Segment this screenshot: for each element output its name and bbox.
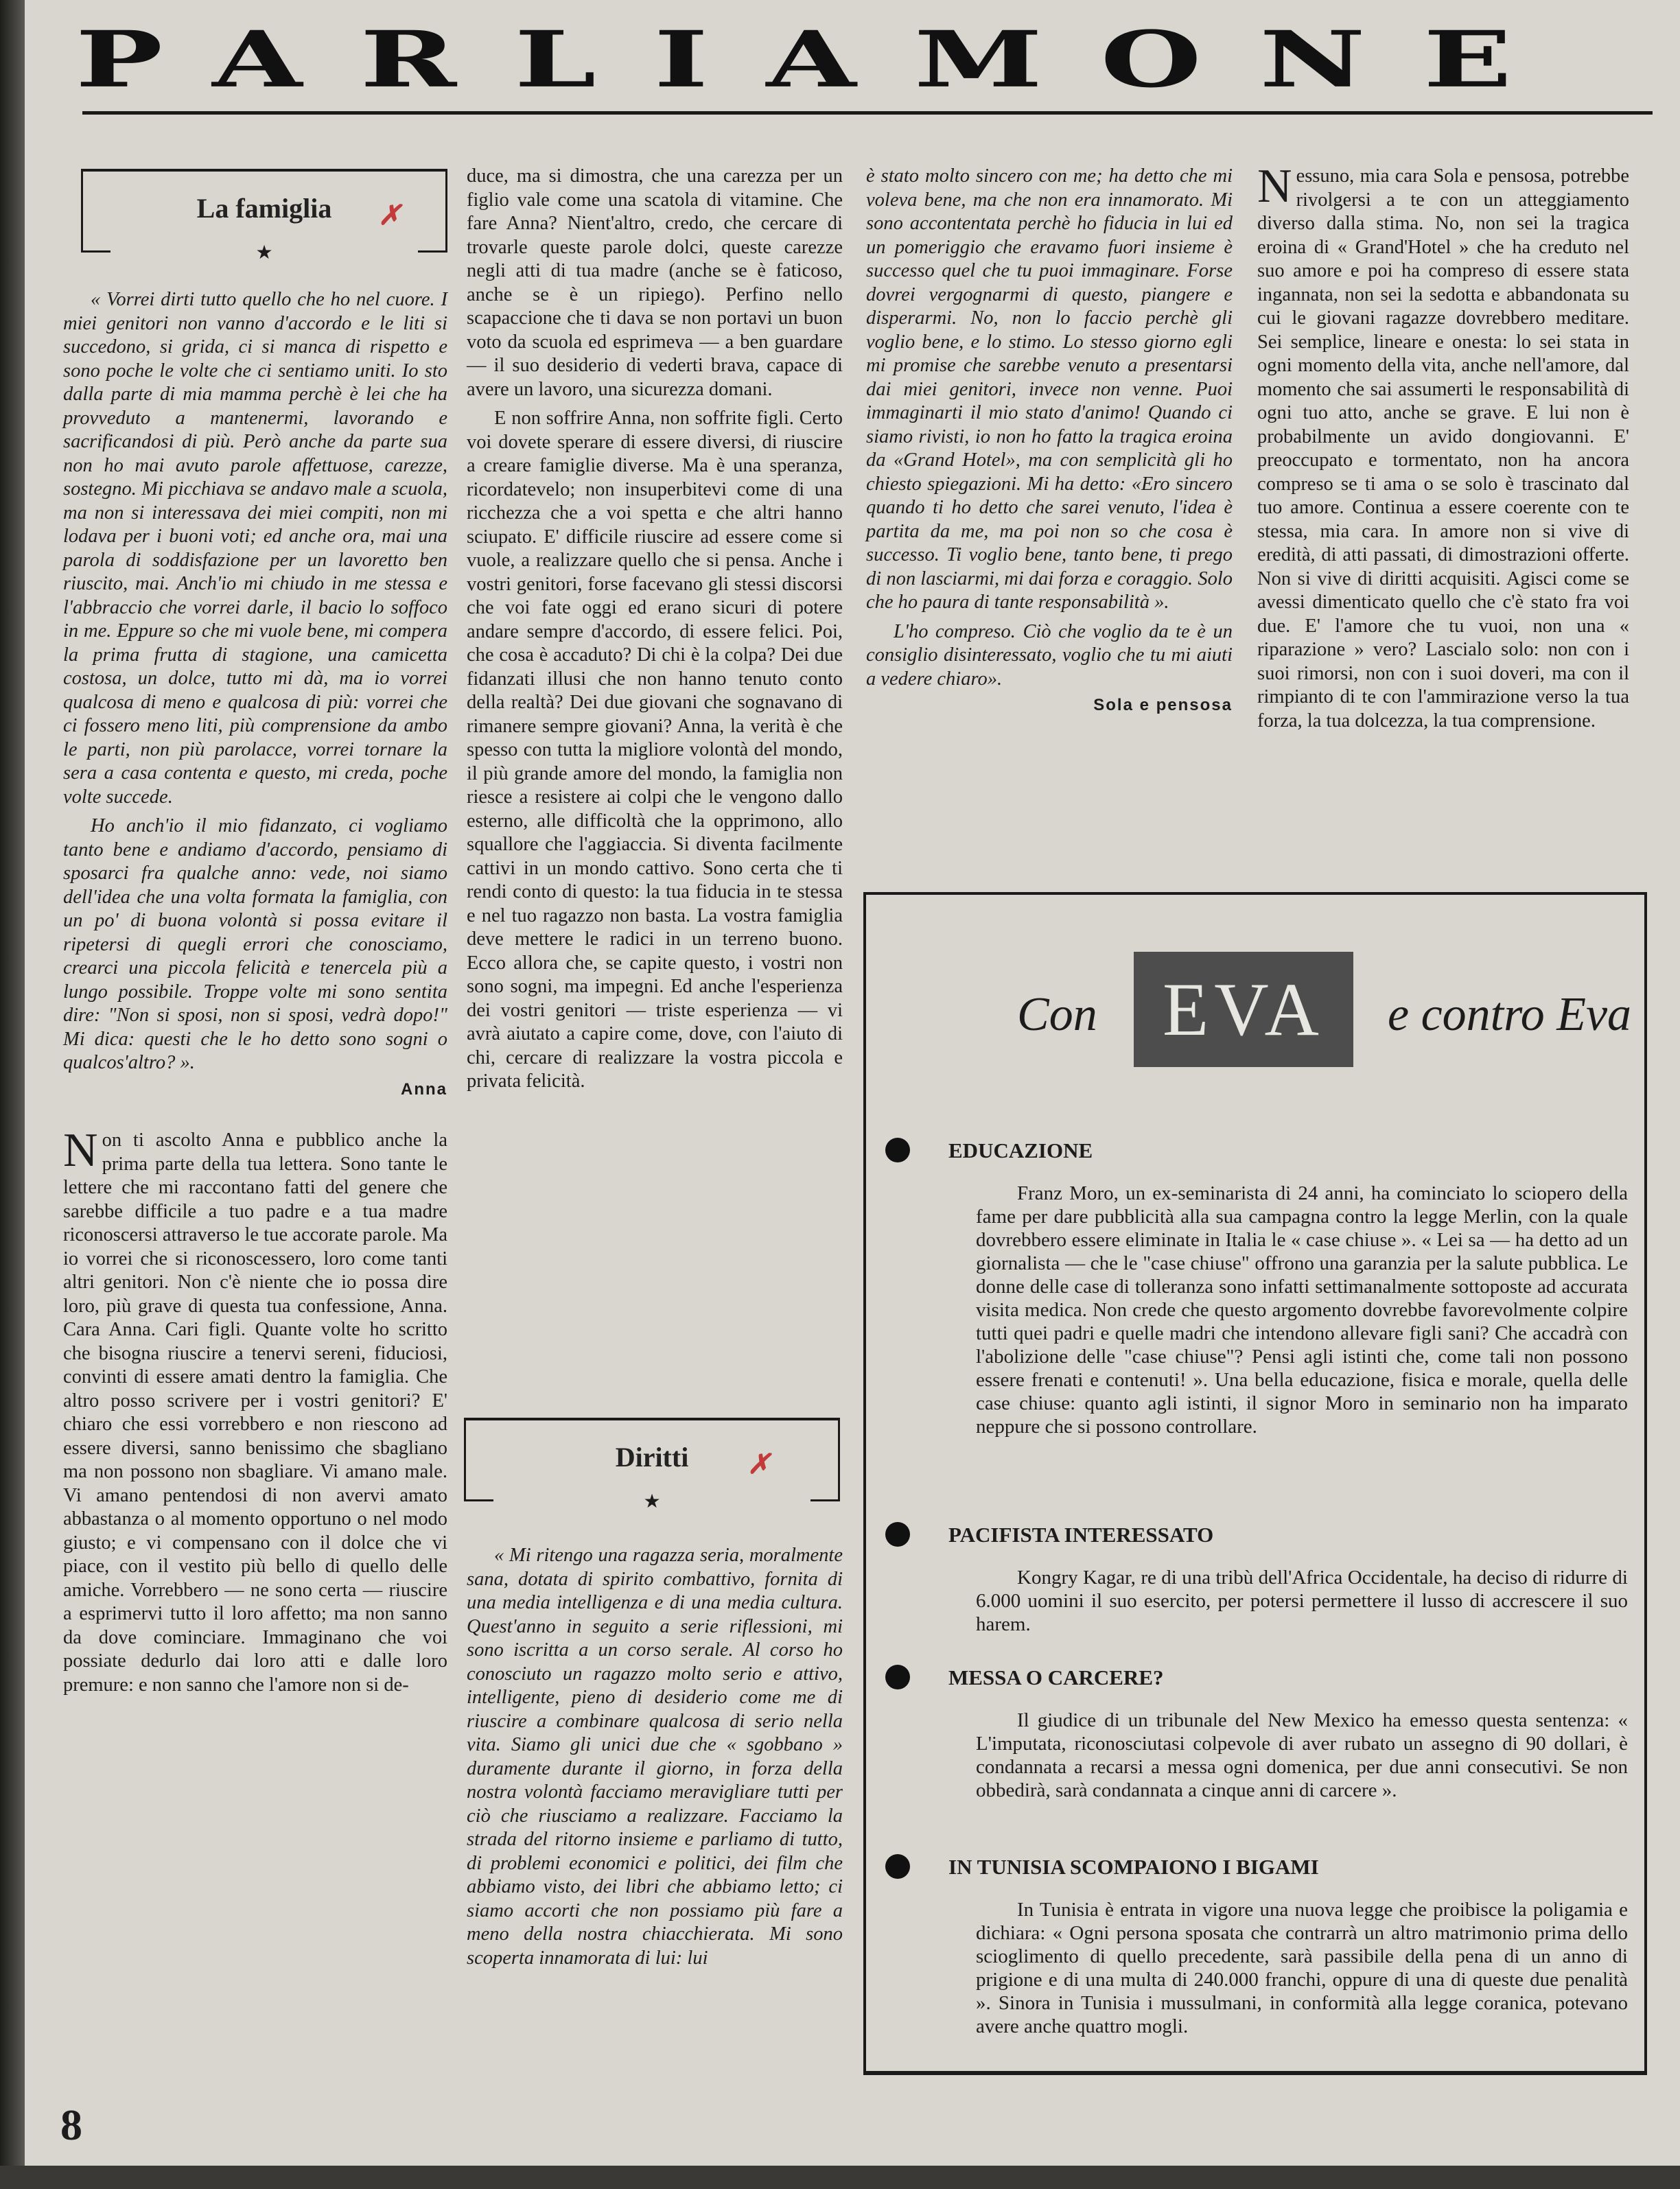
reply-text: on ti ascolto Anna e pubblico anche la prima parte della tua lettera. Sono tante le lettere che mi raccontano fatti del genere che sarebbe difficile a tuo padre e a tua madre riconoscersi attraverso le tue accorate parole. Ma io vorrei che si riconoscessero, loro come tanti altri genitori. Non c'è niente che io possa dire loro, più grave di questa tua confessione, Anna. Cara Anna. Cari figli. Quante volte ho scritto che bisogna riuscire a tenervi sereni, fiduciosi, convinti di essere amati dentro la famiglia. Che altro posso scrivere per i vostri genitori? E' chiaro che essi vorrebbero e non riescono ad essere diversi, sanno benissimo che sbagliano ma non possono non sbagliare. Vi amano male. Vi amano pentendosi di non avervi amato abbastanza o al momento opportuno o nel modo giusto; e vi compensano con il dolce che vi piace, con il vestito più bello di quello delle amiche. Vorrebbero — ne sono certa — riuscire a esprimervi tutto il loro affetto; ma non sanno da dove cominciare. Immaginano che voi possiate dedurlo dai loro atti e dalle loro premure: e non sanno che l'amore non si de- xyxy=(63,1129,447,1696)
section-title: La famiglia xyxy=(196,193,332,224)
news-heading-text: IN TUNISIA SCOMPAIONO I BIGAMI xyxy=(948,1855,1319,1879)
letter-paragraph: è stato molto sincero con me; ha detto che mi voleva bene, ma che non era innamorato. Mi sono accontentata perchè ho fiducia in lui ed un pomeriggio che eravamo fuori insieme è successo quel che tu puoi immaginare. Forse dovrei vergognarmi di questo, piangere e disperarmi. No, non lo faccio perchè gli voglio bene, e lo stimo. Lo stesso giorno egli mi promise che sarebbe venuto a presentarsi dai miei genitori, invece non venne. Puoi immaginarti il mio stato d'animo! Quando ci siamo rivisti, io non ho fatto la tragica eroina da «Grand Hotel», ma con semplicità gli ho chiesto spiegazioni. Mi ha detto: «Ero sincero quando ti ho detto che sarei venuto, l'idea è partita da me, ma poi non so che cosa è successo. Ti voglio bene, tanto bene, ti prego di non lasciarmi, mi dai forza e coraggio. Solo che ho paura di tante responsabilità ». xyxy=(866,165,1233,613)
drop-cap: N xyxy=(1257,160,1292,213)
news-body xyxy=(976,1898,1628,2038)
news-paragraph: Franz Moro, un ex-seminarista di 24 anni, ha cominciato lo sciopero della fame per dare pubblicità alla sua campagna contro la legge Merlin, con la quale dovrebbero essere eliminate in Italia le « case chiuse ». « Lei sa — ha detto ad un giornalista — che le "case chiuse" offrono una garanzia per la salute pubblica. Le donne delle case di tolleranza sono infatti settimanalmente sottoposte ad accurata visita medica. Non crede che questo argomento dovrebbe favorevolmente colpire tutti quei padri e quelle madri che intendono allevare figli sani? Che accadrà con l'abolizione delle "case chiuse"? Pensi agli istinti che, come tali non possono essere frenati e contenuti! ». Una bella educazione, fisica e morale, quella delle case chiuse: quanto agli istinti, il signor Moro in seminario non ha imparato neppure che si possono controllare. xyxy=(976,1182,1628,1438)
news-body xyxy=(976,1566,1628,1636)
eva-section-box xyxy=(863,892,1647,2075)
section-box-diritti xyxy=(464,1418,840,1512)
page-bottom-edge xyxy=(0,2166,1680,2189)
column-1 xyxy=(63,288,447,1702)
news-heading xyxy=(948,1856,1628,1879)
reply-paragraph xyxy=(1257,160,1629,733)
column-2-letter xyxy=(467,1544,843,1976)
bullet-icon xyxy=(885,1138,910,1162)
pencil-mark-icon: ✗ xyxy=(378,200,401,231)
news-item xyxy=(887,1666,1628,1802)
news-heading-text: EDUCAZIONE xyxy=(948,1138,1093,1162)
reply-paragraph: duce, ma si dimostra, che una carezza per un figlio vale come una scatola di vitamine. Che fare Anna? Nient'altro, credo, che cercare di trovarle queste parole dolci, queste carezze negli atti di tua madre (anche se è faticoso, anche se è un ripiego). Perfino nello scapaccione che ti dava se non portavi un buon voto da scuola ed esprimeva — a ben guardare — il suo desiderio di vederti brava, capace di avere un lavoro, una sicurezza domani. xyxy=(467,165,843,400)
letter-signature: Anna xyxy=(401,1079,447,1099)
news-paragraph: Kongry Kagar, re di una tribù dell'Africa Occidentale, ha deciso di ridurre di 6.000 uomini il suo esercito, per potersi permettere il lusso di accrescere il suo harem. xyxy=(976,1567,1628,1635)
news-paragraph: Il giudice di un tribunale del New Mexico ha emesso questa sentenza: « L'imputata, riconosciutasi colpevole di aver rubato un assegno di 90 dollari, è condannata a recarsi a messa ogni domenica, per due anni consecutivi. Se non obbedirà, sarà condannata a cinque anni di carcere ». xyxy=(976,1709,1628,1801)
news-heading xyxy=(948,1666,1628,1689)
news-item xyxy=(887,1856,1628,2038)
eva-title-right: e contro Eva xyxy=(1388,988,1632,1041)
news-body xyxy=(976,1709,1628,1802)
news-paragraph: In Tunisia è entrata in vigore una nuova legge che proibisce la poligamia e dichiara: « Ogni persona sposata che contrarrà un altro matrimonio prima dello scioglimento di quello precedente, sarà passibile della pena di un anno di prigione e di una multa di 240.000 franchi, oppure di una di queste due penalità ». Sinora in Tunisia i mussulmani, in conformità alla legge coranica, potevano avere anche quattro mogli. xyxy=(976,1899,1628,2037)
column-4 xyxy=(1257,160,1629,738)
reply-text: essuno, mia cara Sola e pensosa, potrebbe rivolgersi a te con un atteggiamento diverso dalla stima. No, non sei la tragica eroina di « Grand'Hotel » che ha creduto nel suo amore e poi ha compreso di essere stata ingannata, non sei la sedotta e abbandonata su cui le giovani ragazze dovrebbero meditare. Sei semplice, lineare e onesta: lo sei stata in ogni momento della vita, anche nell'amore, dal momento che sai assumerti le responsabilità di ogni tuo atto, anche se grave. E lui non è probabilmente un avido dongiovanni. E' preoccupato e tormentato, non ha ancora compreso se ti ama o se solo è trascinato dal tuo amore. Continua a essere coerente con te stessa, mia cara. In amore non si vive di eredità, di atti passati, di dimostrazioni offerte. Non si vive di diritti acquisiti. Agisci come se avessi dimenticato quello che c'è stato fra voi due. E' l'amore che tu vuoi, non una « riparazione » vero? Lascialo solo: non con i suoi rimorsi, non con i suoi doveri, ma con il rimpianto di te con l'ammirazione verso la tua forza, la tua dolcezza, la tua comprensione. xyxy=(1257,165,1629,731)
news-heading xyxy=(948,1139,1628,1162)
bullet-icon xyxy=(885,1854,910,1879)
reply-paragraph: E non soffrire Anna, non soffrite figli. Certo voi dovete sperare di essere diversi, di riuscire a creare famiglie diverse. Ma è una speranza, ricordatevelo; non insuperbitevi come di una ricchezza che a voi spetta e che altri hanno sciupato. E' difficile riuscire ad essere come si vuole, a realizzare quello che si pensa. Anche i vostri genitori, forse facevano gli stessi discorsi che voi fate oggi ed erano sicuri di potere andare sempre d'accordo, di essere felici. Poi, che cosa è accaduto? Di chi è la colpa? Dei due fidanzati illusi che non hanno tenuto conto della realtà? Dei due giovani che sognavano di rimanere sempre giovani? Anna, la verità è che spesso con tutta la migliore volontà del mondo, il più grande amore del mondo, la famiglia non riesce a resistere ai colpi che le vengono dallo esterno, alle difficoltà che la opprimono, allo squallore che l'aggiaccia. Si diventa facilmente cattivi in un mondo cattivo. Sono certa che ti rendi conto di questo: la tua fiducia in te stessa e nel tuo ragazzo non basta. La vostra famiglia deve mettere le radici in un terreno buono. Ecco allora che, se capite questo, i vostri non sono sogni, ma impegni. Ed anche l'esperienza dei vostri genitori — triste esperienza — vi avrà aiutato a capire come, dove, con l'aiuto di chi, cercare di realizzare la vostra piccola e privata felicità. xyxy=(467,408,843,1092)
letter-signature: Sola e pensosa xyxy=(1093,696,1233,714)
star-icon: ★ xyxy=(643,1491,661,1512)
masthead-rule xyxy=(82,111,1653,115)
column-3 xyxy=(866,165,1233,718)
section-box-la-famiglia xyxy=(81,169,447,264)
pencil-mark-icon: ✗ xyxy=(747,1449,771,1479)
news-heading xyxy=(948,1523,1628,1547)
reply-paragraph xyxy=(63,1124,447,1697)
news-heading-text: MESSA O CARCERE? xyxy=(948,1665,1164,1689)
news-item xyxy=(887,1523,1628,1636)
bullet-icon xyxy=(885,1665,910,1689)
news-heading-text: PACIFISTA INTERESSATO xyxy=(948,1523,1214,1547)
masthead-title: PARLIAMONE xyxy=(75,14,1570,106)
letter-paragraph: Ho anch'io il mio fidanzato, ci vogliamo tanto bene e andiamo d'accordo, pensiamo di sposarci fra qualche anno: vede, noi siamo dell'idea che una volta formata la famiglia, con un po' di buona volontà si possa evitare il ripetersi di quegli errori che conosciamo, crearci una piccola felicità e tenercela più a lungo possibile. Troppe volte mi sono sentita dire: "Non si sposi, non si sposi, vedrà dopo!" Mi dica: questi che le ho detto sono sogni o qualcos'altro? ». xyxy=(63,815,447,1073)
news-body xyxy=(976,1182,1628,1438)
eva-title-box: EVA xyxy=(1134,952,1353,1067)
section-title: Diritti xyxy=(615,1442,689,1473)
letter-paragraph: « Vorrei dirti tutto quello che ho nel cuore. I miei genitori non vanno d'accordo e le liti si succedono, si grida, ci si manca di rispetto e sono poche le volte che ci sentiamo uniti. Io sto dalla parte di mia mamma perchè è lei che ha provveduto a mantenermi, lavorando e sacrificandosi di più. Però anche da parte sua non ho mai avuto parole affettuose, carezze, sostegno. Mi picchiava se andavo male a scuola, ma non si interessava dei miei compiti, non mi lodava per i buoni voti; ed anche ora, mai una parola di soddisfazione per un lavoretto ben riuscito, mai. Anch'io mi chiudo in me stessa e l'abbraccio che vorrei darle, il bacio lo soffoco in me. Eppure so che mi vuole bene, mi compera la prima frutta di stagione, una camicetta costosa, un dolce, tutto mi dà, ma io vorrei qualcosa di meno e qualcosa di più: vorrei che ci fossero meno liti, più comprensione da ambo le parti, non più parolacce, vorrei tornare la sera a casa contenta e questo, mi creda, poche volte succede. xyxy=(63,289,447,808)
eva-title-left: Con xyxy=(1017,988,1097,1041)
news-item xyxy=(887,1139,1628,1438)
letter-paragraph: L'ho compreso. Ciò che voglio da te è un consiglio disinteressato, voglio che tu mi aiuti a vedere chiaro». xyxy=(866,620,1233,690)
eva-title xyxy=(866,950,1644,1066)
letter-paragraph: « Mi ritengo una ragazza seria, moralmente sana, dotata di spirito combattivo, fornita di una media intelligenza e di una media cultura. Quest'anno in seguito a serie riflessioni, mi sono iscritta a un corso serale. Al corso ho conosciuto un ragazzo molto serio e attivo, intelligente, pieno di desiderio come me di riuscire a combinare qualcosa di serio nella vita. Siamo gli unici due che « sgobbano » duramente durante il giorno, in forza della nostra volontà facciamo meravigliare tutti per ciò che riusciamo a realizzare. Facciamo la strada del ritorno insieme e parliamo di tutto, di problemi economici e politici, dei film che abbiamo visto, dei libri che abbiamo letto; ci siamo accorti che non possiamo più fare a meno della nostra chiacchierata. Mi sono scoperta innamorata di lui: lui xyxy=(467,1545,843,1969)
page-number: 8 xyxy=(60,2100,82,2149)
bullet-icon xyxy=(885,1522,910,1547)
column-2 xyxy=(467,165,843,1099)
drop-cap: N xyxy=(63,1124,98,1177)
star-icon: ★ xyxy=(255,242,273,264)
page-fold-shadow xyxy=(0,0,25,2189)
